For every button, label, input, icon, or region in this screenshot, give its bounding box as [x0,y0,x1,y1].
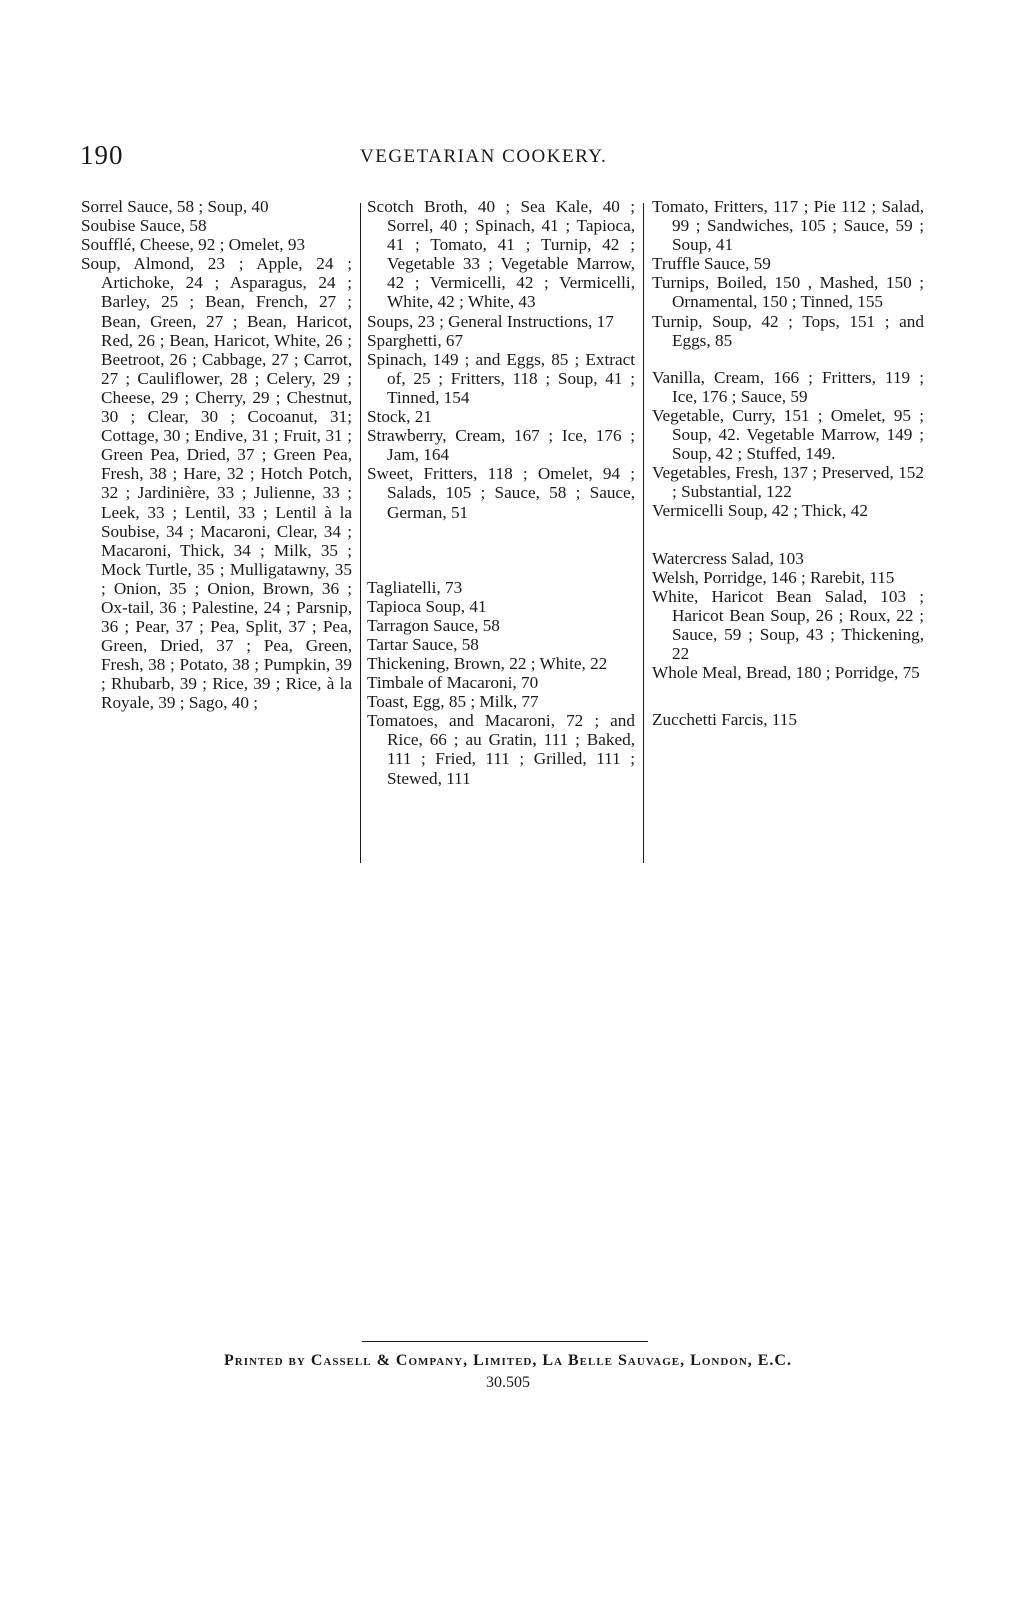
index-entry: Turnip, Soup, 42 ; Tops, 151 ; and Eggs, 85 [652,311,924,350]
page-number: 190 [80,140,124,170]
index-entry: White, Haricot Bean Salad, 103 ; Haricot Bean Soup, 26 ; Roux, 22 ; Sauce, 59 ; Soup, 43 ; Thickening, 22 [652,586,924,663]
letter-gap [652,350,924,368]
printer-imprint: Printed by Cassell & Company, Limited, La Belle Sauvage, London, E.C. [223,1352,792,1369]
imprint-rule [362,1341,648,1342]
index-entry: Sparghetti, 67 [367,330,464,350]
letter-gap [652,682,924,710]
index-entry: Soufflé, Cheese, 92 ; Omelet, 93 [81,235,306,255]
index-entry: Zucchetti Farcis, 115 [652,710,797,730]
index-entry: Toast, Egg, 85 ; Milk, 77 [367,692,539,712]
index-entry: Truffle Sauce, 59 [652,254,771,274]
index-entry: Vanilla, Cream, 166 ; Fritters, 119 ; Ice, 176 ; Sauce, 59 [652,367,924,406]
index-column-1 [81,197,352,713]
letter-gap [367,522,635,578]
index-entry: Turnips, Boiled, 150 , Mashed, 150 ; Ornamental, 150 ; Tinned, 155 [652,273,924,312]
index-entry: Tarragon Sauce, 58 [367,615,500,635]
index-entry: Soups, 23 ; General Instructions, 17 [367,311,614,331]
index-entry: Sorrel Sauce, 58 ; Soup, 40 [81,197,269,216]
index-entry: Vegetable, Curry, 151 ; Omelet, 95 ; Soup, 42. Vegetable Marrow, 149 ; Soup, 42 ; Stuffed, 149. [652,405,924,464]
index-entry: Tartar Sauce, 58 [367,634,479,654]
index-entry: Scotch Broth, 40 ; Sea Kale, 40 ; Sorrel, 40 ; Spinach, 41 ; Tapioca, 41 ; Tomato, 41 ; Turnip, 42 ; Vegetable 33 ; Vegetable Marrow, 42 ; Vermicelli, 42 ; Vermicelli, White, 42 ; White, 43 [367,197,635,312]
index-entry: Tomatoes, and Macaroni, 72 ; and Rice, 66 ; au Gratin, 111 ; Baked, 111 ; Fried, 111 ; Grilled, 111 ; Stewed, 111 [367,711,635,788]
index-entry: Sweet, Fritters, 118 ; Omelet, 94 ; Salads, 105 ; Sauce, 58 ; Sauce, German, 51 [367,464,635,522]
print-code: 30.505 [486,1374,530,1391]
column-rule-left [360,203,361,863]
letter-gap [652,521,924,549]
index-entry: Stock, 21 [367,407,432,427]
index-entry: Strawberry, Cream, 167 ; Ice, 176 ; Jam, 164 [367,426,635,465]
column-rule-right [643,203,644,863]
index-entry: Tapioca Soup, 41 [367,596,487,616]
index-entry: Tomato, Fritters, 117 ; Pie 112 ; Salad, 99 ; Sandwiches, 105 ; Sauce, 59 ; Soup, 41 [652,197,924,255]
index-entry: Vermicelli Soup, 42 ; Thick, 42 [652,501,868,521]
index-entry: Whole Meal, Bread, 180 ; Porridge, 75 [652,663,920,683]
running-head: VEGETARIAN COOKERY. [360,146,608,167]
index-entry: Spinach, 149 ; and Eggs, 85 ; Extract of, 25 ; Fritters, 118 ; Soup, 41 ; Tinned, 154 [367,349,635,407]
index-column-2 [367,197,635,788]
index-entry: Timbale of Macaroni, 70 [367,673,539,693]
index-entry: Soubise Sauce, 58 [81,216,207,236]
index-entry: Vegetables, Fresh, 137 ; Preserved, 152 ; Substantial, 122 [652,463,924,502]
index-entry: Watercress Salad, 103 [652,548,804,568]
index-entry: Welsh, Porridge, 146 ; Rarebit, 115 [652,567,895,587]
index-column-3 [652,197,924,729]
index-entry: Tagliatelli, 73 [367,577,463,597]
index-entry: Thickening, Brown, 22 ; White, 22 [367,653,608,673]
index-entry: Soup, Almond, 23 ; Apple, 24 ; Artichoke, 24 ; Asparagus, 24 ; Barley, 25 ; Bean, French, 27 ; Bean, Green, 27 ; Bean, Haricot, Red, 26 ; Bean, Haricot, White, 26 ; Beetroot, 26 ; Cabbage, 27 ; Carrot, 27 ; Cauliflower, 28 ; Celery, 29 ; Cheese, 29 ; Cherry, 29 ; Chestnut, 30 ; Clear, 30 ; Cocoanut, 31; Cottage, 30 ; Endive, 31 ; Fruit, 31 ; Green Pea, Dried, 37 ; Green Pea, Fresh, 38 ; Hare, 32 ; Hotch Potch, 32 ; Jardinière, 33 ; Julienne, 33 ; Leek, 33 ; Lentil, 33 ; Lentil à la Soubise, 34 ; Macaroni, Clear, 34 ; Macaroni, Thick, 34 ; Milk, 35 ; Mock Turtle, 35 ; Mulligatawny, 35 ; Onion, 35 ; Onion, Brown, 36 ; Ox-tail, 36 ; Palestine, 24 ; Parsnip, 36 ; Pear, 37 ; Pea, Split, 37 ; Pea, Green, Dried, 37 ; Pea, Green, Fresh, 38 ; Potato, 38 ; Pumpkin, 39 ; Rhubarb, 39 ; Rice, 39 ; Rice, à la Royale, 39 ; Sago, 40 ; [81,254,352,713]
